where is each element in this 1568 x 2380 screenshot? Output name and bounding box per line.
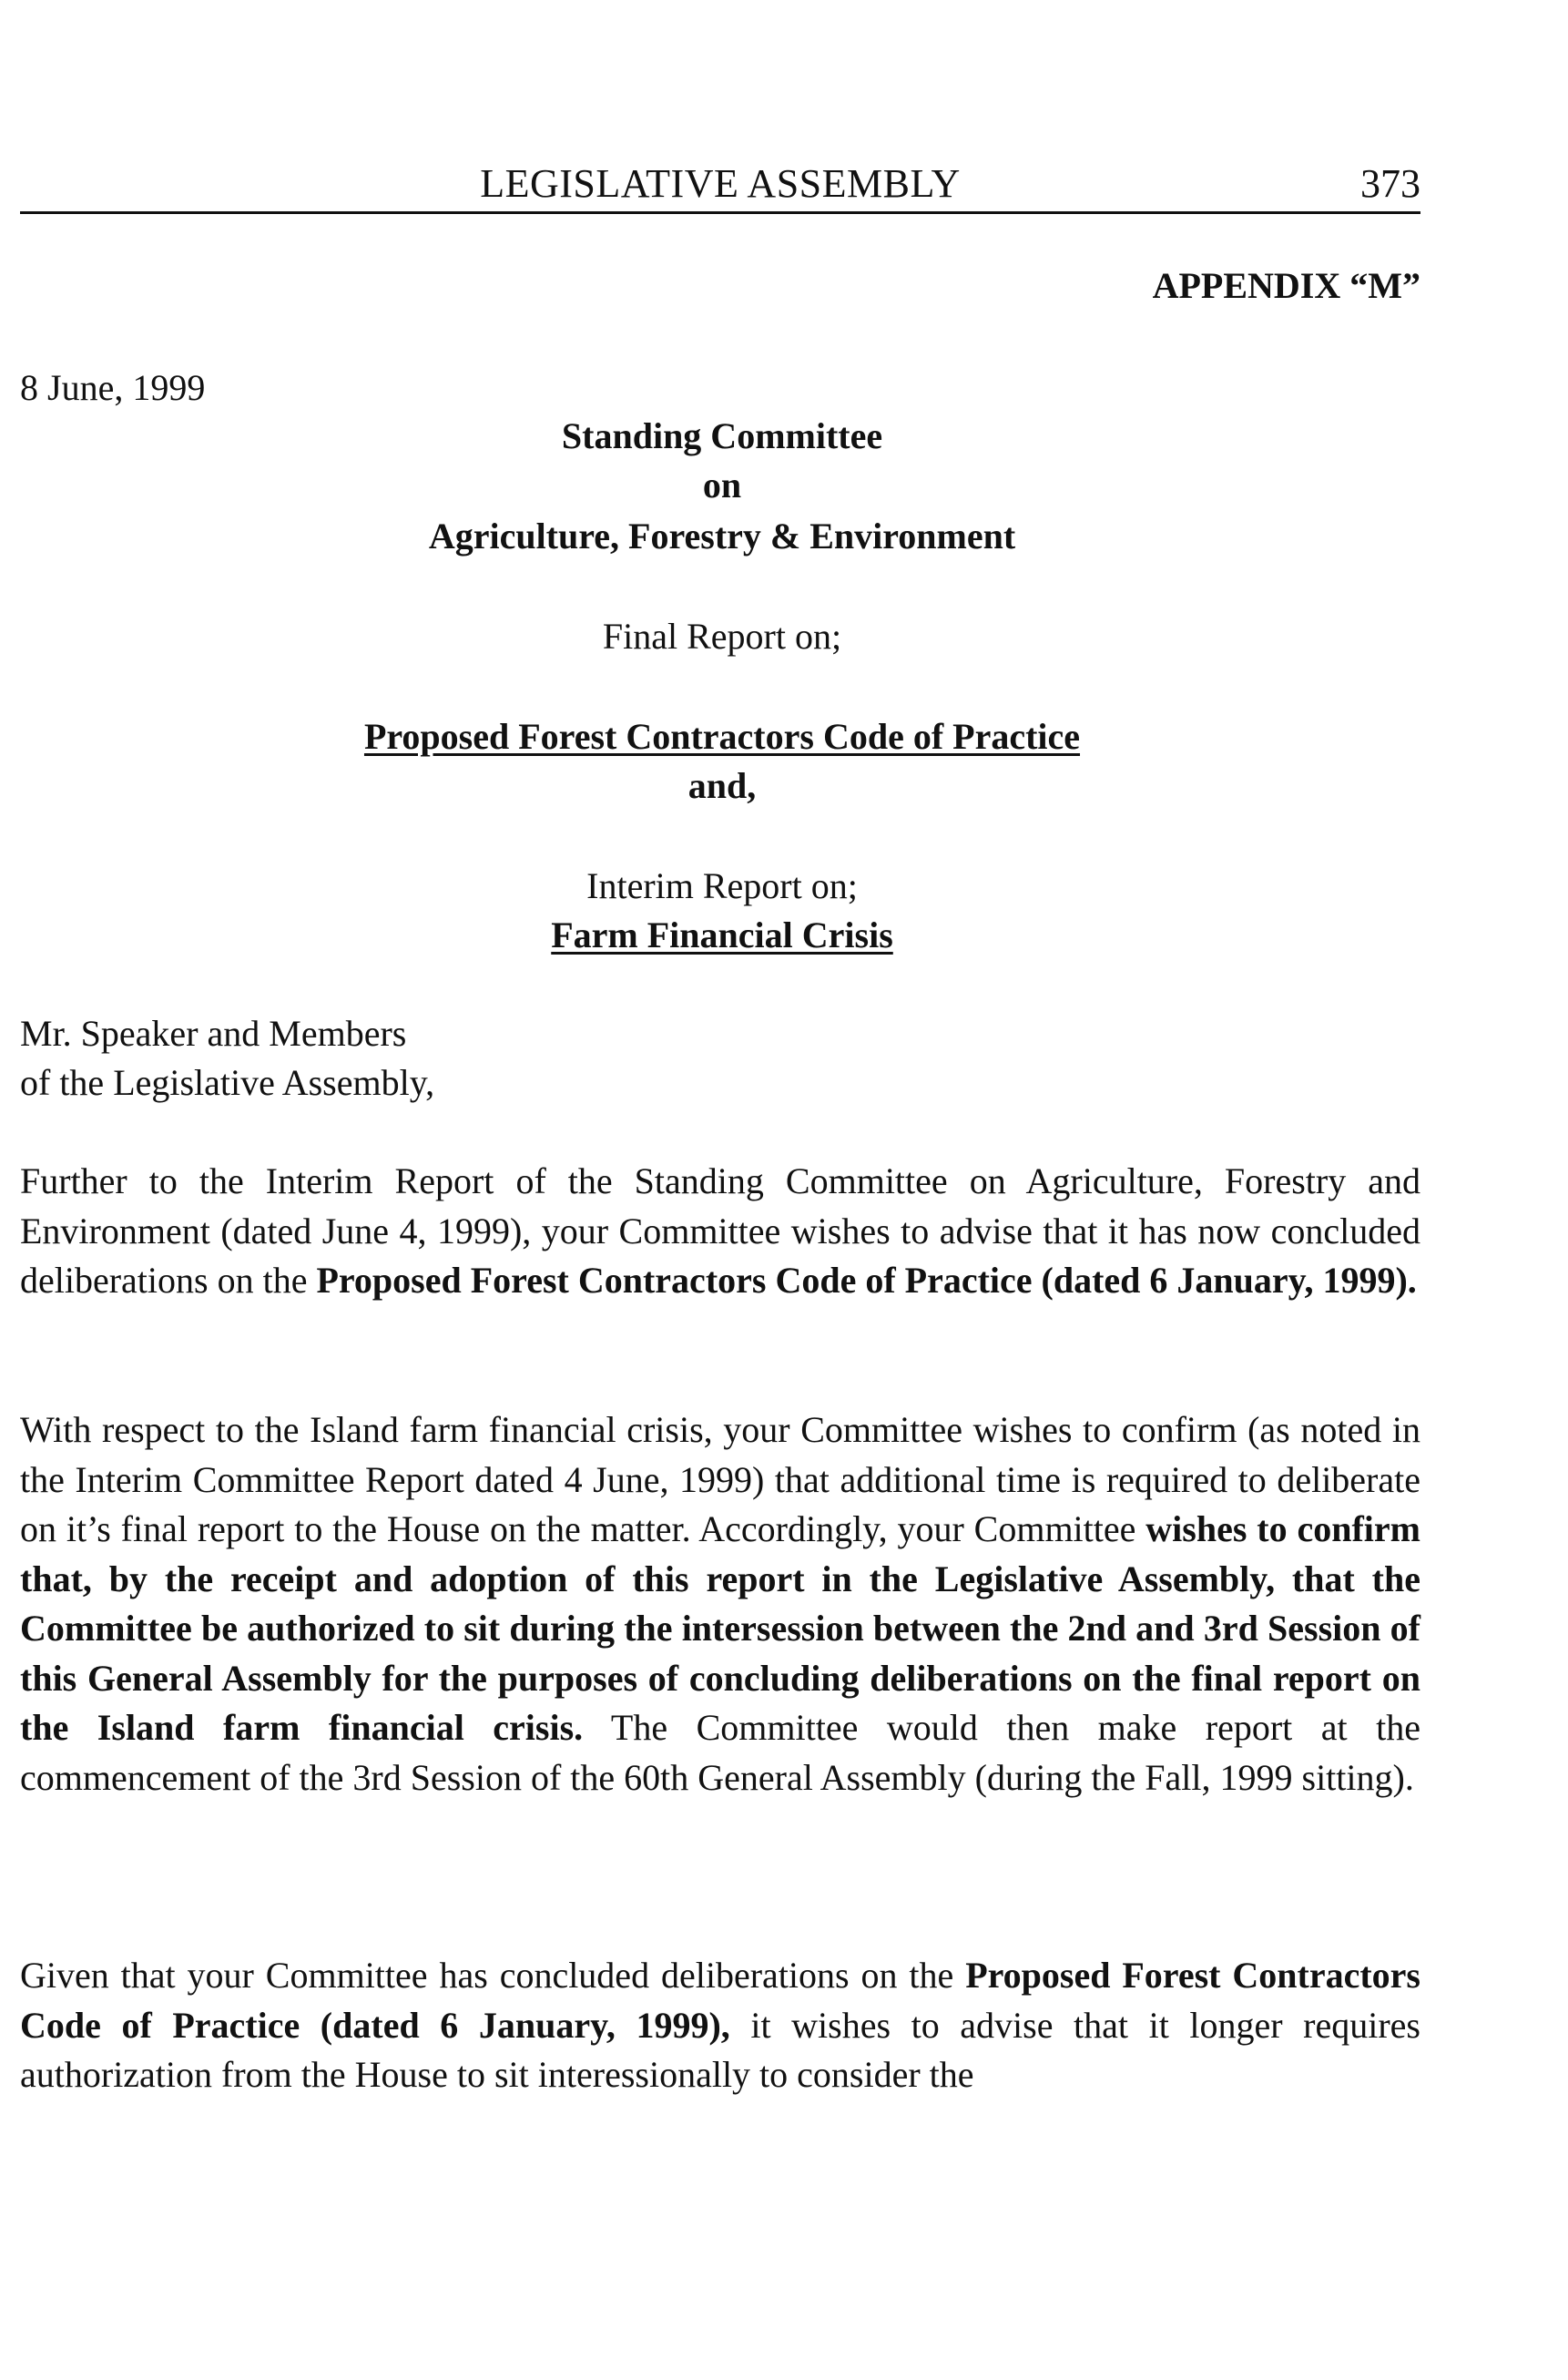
paragraph-3 [20,1951,1420,2100]
paragraph-3-bold: Proposed Forest Contractors Code of Practice (dated 6 January, 1999), [20,1955,1420,2046]
paragraph-1 [20,1157,1420,1306]
subject-forest-code: Proposed Forest Contractors Code of Practice [363,716,1081,757]
paragraph-2-bold: wishes to confirm that, by the receipt and adoption of this report in the Legislative Assembly, that the Committee be authorized to sit during the intersession between the 2nd and 3rd Session of this General Assembly for the purposes of concluding deliberations on the final report on the Island farm financial crisis. [20,1508,1420,1748]
salutation-line-2: of the Legislative Assembly, [20,1062,435,1103]
running-header [20,160,1420,214]
paragraph-2-text-1: With respect to the Island farm financial crisis, your Committee wishes to confirm (as noted in the Interim Committee Report dated 4 June, 1999) that additional time is required to deliberate on it’s final report to the House on the matter. Accordingly, your Committee [20,1409,1420,1549]
salutation-line-1: Mr. Speaker and Members [20,1013,407,1054]
committee-title: Standing Committee [561,415,883,456]
paragraph-2-text-2: The Committee would then make report at the commencement of the 3rd Session of the 60th General Assembly (during the Fall, 1999 sitting). [20,1707,1420,1798]
committee-title-on: on [702,465,742,506]
paragraph-1-bold: Proposed Forest Contractors Code of Practice (dated 6 January, 1999). [316,1260,1417,1301]
subject-farm-crisis: Farm Financial Crisis [551,914,893,955]
interim-report-label: Interim Report on; [586,865,858,906]
page-number: 373 [1360,161,1420,206]
paragraph-1-text: Further to the Interim Report of the Standing Committee on Agriculture, Forestry and Environment (dated June 4, 1999), your Committee wishes to advise that it has now concluded deliberations on the [20,1160,1420,1301]
paragraph-3-text-1: Given that your Committee has concluded deliberations on the [20,1955,966,1996]
appendix-label: APPENDIX “M” [1152,265,1420,306]
report-date: 8 June, 1999 [20,367,206,408]
final-report-label: Final Report on; [602,616,842,657]
committee-subject: Agriculture, Forestry & Environment [428,516,1016,557]
running-title: LEGISLATIVE ASSEMBLY [480,161,961,206]
salutation [20,1009,434,1108]
subject-conjunction: and, [687,765,757,806]
paragraph-2 [20,1405,1420,1803]
paragraph-3-text-2: it wishes to advise that it longer requires authorization from the House to sit interessionally to consider the [20,2004,1420,2095]
